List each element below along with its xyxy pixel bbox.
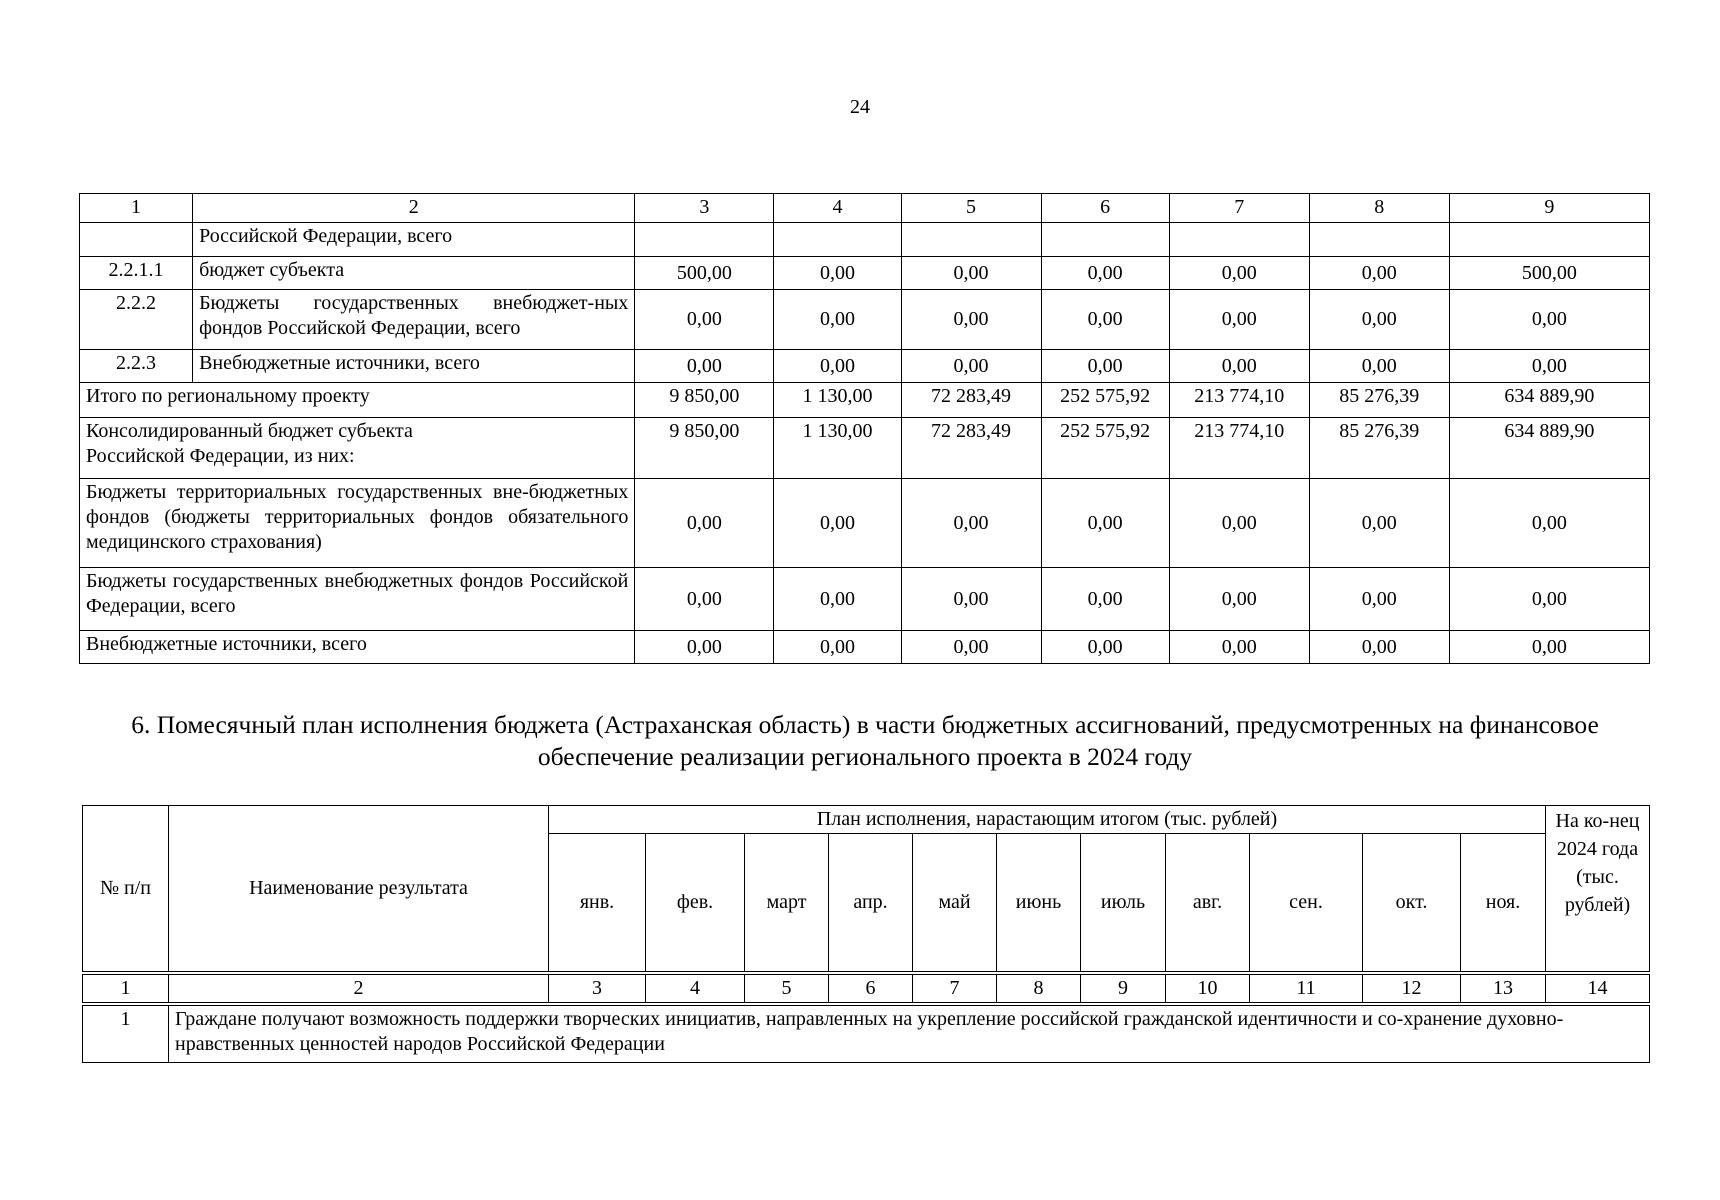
cell-value: 0,00 [635,568,774,631]
budget-table [79,193,1650,664]
cell-value: 0,00 [635,479,774,568]
summary-name: Итого по региональному проекту [80,383,635,418]
cell-value: 0,00 [1309,257,1449,290]
column-number: 1 [83,973,169,1004]
header-name: Наименование результата [169,806,549,974]
cell-value: 634 889,90 [1449,383,1649,418]
cell-value: 0,00 [635,290,774,350]
column-number: 5 [901,194,1041,223]
column-number: 4 [774,194,901,223]
cell-value: 85 276,39 [1309,383,1449,418]
cell-value [635,223,774,257]
cell-value: 0,00 [1449,350,1649,383]
cell-value: 1 130,00 [774,418,901,479]
row-name: Внебюджетные источники, всего [193,350,635,383]
column-number: 8 [1309,194,1449,223]
summary-row [80,568,1650,631]
month-header: авг. [1166,834,1250,974]
cell-value: 0,00 [1041,479,1169,568]
month-header: май [913,834,997,974]
month-header: июль [1081,834,1166,974]
cell-value: 0,00 [774,568,901,631]
cell-value: 72 283,49 [901,418,1041,479]
cell-value: 0,00 [1041,631,1169,664]
cell-value: 252 575,92 [1041,418,1169,479]
cell-value: 0,00 [901,631,1041,664]
row-number: 2.2.2 [80,290,193,350]
result-number: 1 [83,1004,169,1062]
cell-value: 0,00 [1041,350,1169,383]
cell-value: 0,00 [1169,479,1309,568]
cell-value [901,223,1041,257]
header-plan: План исполнения, нарастающим итогом (тыс. рублей) [549,806,1546,834]
cell-value: 0,00 [635,631,774,664]
row-name: бюджет субъекта [193,257,635,290]
cell-value: 0,00 [774,350,901,383]
cell-value: 0,00 [1449,631,1649,664]
result-text: Граждане получают возможность поддержки творческих инициатив, направленных на укрепление российской гражданской идентичности и со-хранение духовно-нравственных ценностей народов Российской Федерации [169,1004,1650,1062]
cell-value: 0,00 [1169,257,1309,290]
cell-value: 0,00 [774,290,901,350]
table-row [80,350,1650,383]
cell-value: 0,00 [774,257,901,290]
column-number: 2 [193,194,635,223]
cell-value: 500,00 [1449,257,1649,290]
cell-value: 0,00 [774,479,901,568]
result-row [83,1004,1650,1062]
month-header: март [745,834,829,974]
column-number: 11 [1250,973,1363,1004]
cell-value: 0,00 [901,479,1041,568]
column-number: 5 [745,973,829,1004]
cell-value: 0,00 [774,631,901,664]
column-number: 8 [997,973,1081,1004]
row-number [80,223,193,257]
column-number: 14 [1546,973,1650,1004]
table-row [80,223,1650,257]
column-number: 6 [829,973,913,1004]
header-end-of-year: На ко-нец 2024 года (тыс. рублей) [1546,806,1650,974]
summary-row [80,383,1650,418]
summary-name: Консолидированный бюджет субъекта Российской Федерации, из них: [80,418,635,479]
column-number: 4 [646,973,745,1004]
cell-value: 0,00 [1309,568,1449,631]
page-number: 24 [850,96,870,118]
cell-value: 213 774,10 [1169,383,1309,418]
column-number: 2 [169,973,549,1004]
cell-value: 0,00 [901,290,1041,350]
summary-row [80,631,1650,664]
cell-value: 252 575,92 [1041,383,1169,418]
cell-value [774,223,901,257]
cell-value: 0,00 [1041,290,1169,350]
cell-value: 634 889,90 [1449,418,1649,479]
cell-value: 0,00 [901,350,1041,383]
month-header: сен. [1250,834,1363,974]
cell-value: 0,00 [1169,350,1309,383]
column-number: 6 [1041,194,1169,223]
summary-row [80,418,1650,479]
month-header: ноя. [1461,834,1546,974]
cell-value: 0,00 [1169,568,1309,631]
row-name: Бюджеты государственных внебюджет-ных фондов Российской Федерации, всего [193,290,635,350]
column-number: 9 [1081,973,1166,1004]
summary-row [80,479,1650,568]
row-number: 2.2.1.1 [80,257,193,290]
cell-value: 0,00 [1449,568,1649,631]
cell-value: 9 850,00 [635,383,774,418]
column-number: 7 [1169,194,1309,223]
column-number: 1 [80,194,193,223]
month-header: окт. [1363,834,1461,974]
month-header: янв. [549,834,646,974]
cell-value: 0,00 [1041,257,1169,290]
cell-value: 85 276,39 [1309,418,1449,479]
cell-value: 0,00 [1309,290,1449,350]
cell-value: 0,00 [635,350,774,383]
table-row [80,257,1650,290]
cell-value: 1 130,00 [774,383,901,418]
month-header: апр. [829,834,913,974]
cell-value [1309,223,1449,257]
cell-value: 0,00 [1169,290,1309,350]
cell-value: 0,00 [1309,350,1449,383]
month-header: июнь [997,834,1081,974]
header-row [83,806,1650,834]
column-number-row [83,973,1650,1004]
monthly-plan-table [82,805,1650,1063]
table-row [80,290,1650,350]
row-number: 2.2.3 [80,350,193,383]
month-header: фев. [646,834,745,974]
cell-value [1041,223,1169,257]
cell-value: 0,00 [901,568,1041,631]
cell-value: 9 850,00 [635,418,774,479]
column-number: 3 [635,194,774,223]
cell-value: 0,00 [1309,479,1449,568]
header-num: № п/п [83,806,169,974]
cell-value: 0,00 [901,257,1041,290]
column-number: 13 [1461,973,1546,1004]
cell-value: 0,00 [1309,631,1449,664]
summary-name: Бюджеты государственных внебюджетных фондов Российской Федерации, всего [80,568,635,631]
cell-value: 0,00 [1041,568,1169,631]
cell-value: 500,00 [635,257,774,290]
row-name: Российской Федерации, всего [193,223,635,257]
cell-value: 213 774,10 [1169,418,1309,479]
column-number: 7 [913,973,997,1004]
summary-name: Бюджеты территориальных государственных вне-бюджетных фондов (бюджеты территориальных фондов обязательного медицинского страхования) [80,479,635,568]
column-number: 12 [1363,973,1461,1004]
cell-value: 0,00 [1449,479,1649,568]
cell-value: 0,00 [1169,631,1309,664]
column-number: 10 [1166,973,1250,1004]
column-number: 9 [1449,194,1649,223]
section-title: 6. Помесячный план исполнения бюджета (Астраханская область) в части бюджетных ассигнований, предусмотренных на финансовое обеспечение реализации регионального проекта в 2024 году [131,710,1599,771]
column-number: 3 [549,973,646,1004]
cell-value [1169,223,1309,257]
summary-name: Внебюджетные источники, всего [80,631,635,664]
cell-value: 0,00 [1449,290,1649,350]
cell-value [1449,223,1649,257]
cell-value: 72 283,49 [901,383,1041,418]
column-number-row [80,194,1650,223]
